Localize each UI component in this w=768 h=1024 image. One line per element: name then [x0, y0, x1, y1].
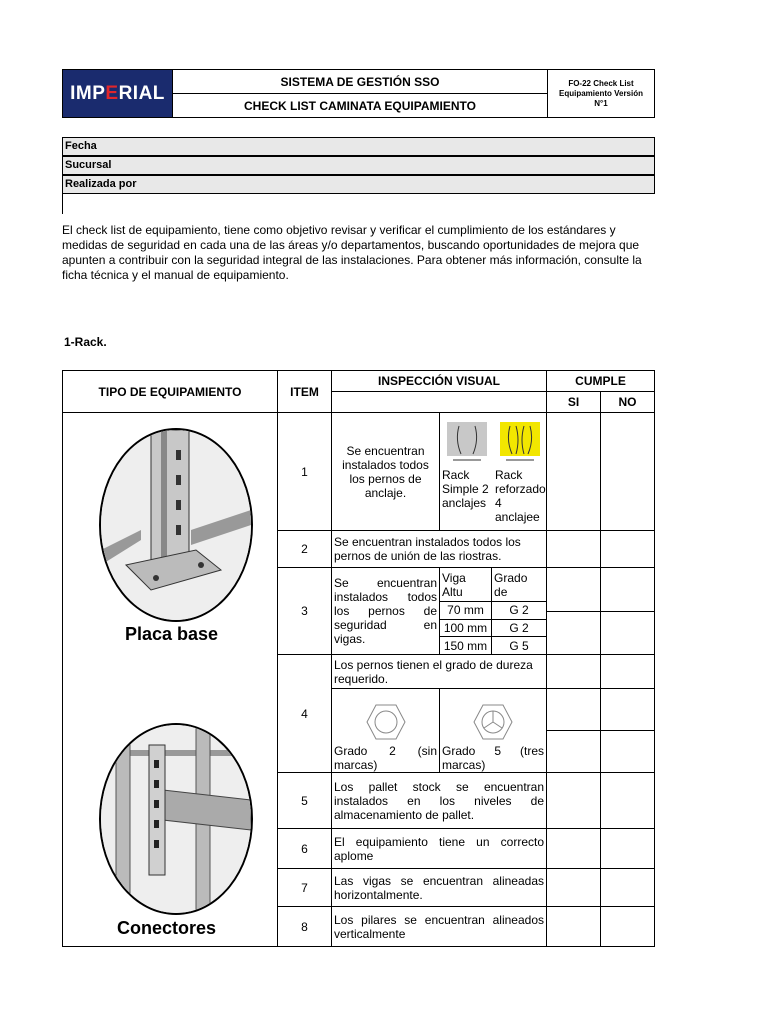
intro-paragraph: El check list de equipamiento, tiene como objetivo revisar y verificar el cumplimiento de los estándares y medidas de seguridad en cada una de las áreas y/o departamentos, buscando oportunidades de mejora que apunten a contribuir con la seguridad integral de las instalaciones. Para obtener más información, consulte la ficha técnica y el manual de equipamiento. — [62, 223, 642, 282]
section-title: 1-Rack. — [64, 335, 107, 349]
placa-base-caption: Placa base — [125, 624, 219, 644]
item-number: 5 — [278, 773, 332, 829]
form-code: FO-22 Check List Equipamiento Versión N°1 — [558, 78, 643, 108]
item-number: 4 — [278, 655, 332, 773]
si-checkbox[interactable] — [547, 907, 601, 947]
si-checkbox[interactable] — [547, 531, 601, 568]
rack-reforzado-icon — [498, 418, 542, 464]
si-checkbox[interactable] — [547, 655, 601, 689]
si-checkbox[interactable] — [547, 413, 601, 531]
si-checkbox[interactable] — [547, 869, 601, 907]
grado2-bolt-icon — [334, 703, 437, 744]
no-checkbox[interactable] — [601, 655, 655, 689]
item-number: 8 — [278, 907, 332, 947]
item-number: 7 — [278, 869, 332, 907]
text-cursor — [62, 194, 63, 214]
si-checkbox[interactable] — [547, 689, 600, 731]
conectores-image — [99, 723, 253, 915]
equipment-images-cell — [63, 413, 278, 947]
item-text: El equipamiento tiene un correcto aplome — [332, 829, 547, 869]
perno-grade-table: Viga Altu Grado de 70 mm G 2 100 mm G 2 150 mm G 5 — [440, 568, 546, 654]
item-text: Se encuentran instalados todos los pernos de unión de las riostras. — [332, 531, 547, 568]
item-text: Las vigas se encuentran alineadas horizontalmente. — [332, 869, 547, 907]
item-number: 1 — [278, 413, 332, 531]
placa-base-image — [99, 428, 253, 622]
item-number: 3 — [278, 568, 332, 655]
rack-simple-label: Rack Simple 2 anclajes — [442, 468, 489, 510]
grado5-bolt-icon — [442, 703, 544, 744]
item-text: Los pernos tienen el grado de dureza requerido. — [332, 655, 547, 689]
grado2-label: Grado 2 (sin marcas) — [334, 744, 437, 772]
no-checkbox[interactable] — [601, 907, 655, 947]
no-checkbox[interactable] — [601, 869, 655, 907]
col-si-header: SI — [547, 392, 601, 413]
col-inspeccion-header: INSPECCIÓN VISUAL — [332, 371, 547, 392]
rack-reforzado-label: Rack reforzado 4 anclajee — [495, 468, 546, 524]
item-number: 6 — [278, 829, 332, 869]
realizada-por-field[interactable]: Realizada por — [62, 175, 655, 194]
item-number: 2 — [278, 531, 332, 568]
no-checkbox[interactable] — [601, 731, 654, 772]
si-checkbox[interactable] — [547, 773, 601, 829]
document-header — [62, 69, 655, 118]
table-row — [63, 413, 655, 531]
item-text: Los pallet stock se encuentran instalados en los niveles de almacenamiento de pallet. — [332, 773, 547, 829]
sucursal-field[interactable]: Sucursal — [62, 156, 655, 175]
no-checkbox[interactable] — [601, 829, 655, 869]
no-checkbox[interactable] — [601, 773, 655, 829]
col-cumple-header: CUMPLE — [547, 371, 655, 392]
checklist-table — [62, 370, 655, 947]
header-title-sub: CHECK LIST CAMINATA EQUIPAMIENTO — [173, 94, 548, 117]
grado5-label: Grado 5 (tres marcas) — [442, 744, 544, 772]
item-text: Se encuentran instalados todos los pernos de seguridad en vigas. — [332, 568, 440, 655]
no-checkbox[interactable] — [601, 612, 654, 654]
no-checkbox[interactable] — [601, 413, 655, 531]
conectores-caption: Conectores — [117, 918, 217, 938]
rack-simple-figure — [440, 413, 493, 530]
no-checkbox[interactable] — [601, 568, 654, 612]
item-text: Se encuentran instalados todos los pernos de anclaje. — [332, 413, 440, 531]
no-checkbox[interactable] — [601, 531, 655, 568]
header-title-main: SISTEMA DE GESTIÓN SSO — [173, 70, 548, 94]
col-tipo-header: TIPO DE EQUIPAMIENTO — [63, 371, 278, 413]
si-checkbox[interactable] — [547, 568, 600, 612]
fecha-field[interactable]: Fecha — [62, 137, 655, 156]
rack-reforzado-figure — [493, 413, 546, 530]
si-checkbox[interactable] — [547, 612, 600, 654]
si-checkbox[interactable] — [547, 829, 601, 869]
item-text: Los pilares se encuentran alineados verticalmente — [332, 907, 547, 947]
rack-simple-icon — [445, 418, 489, 464]
imperial-logo: IMP E RIAL — [63, 70, 173, 117]
no-checkbox[interactable] — [601, 689, 654, 731]
si-checkbox[interactable] — [547, 731, 600, 772]
col-item-header: ITEM — [278, 371, 332, 413]
col-no-header: NO — [601, 392, 655, 413]
